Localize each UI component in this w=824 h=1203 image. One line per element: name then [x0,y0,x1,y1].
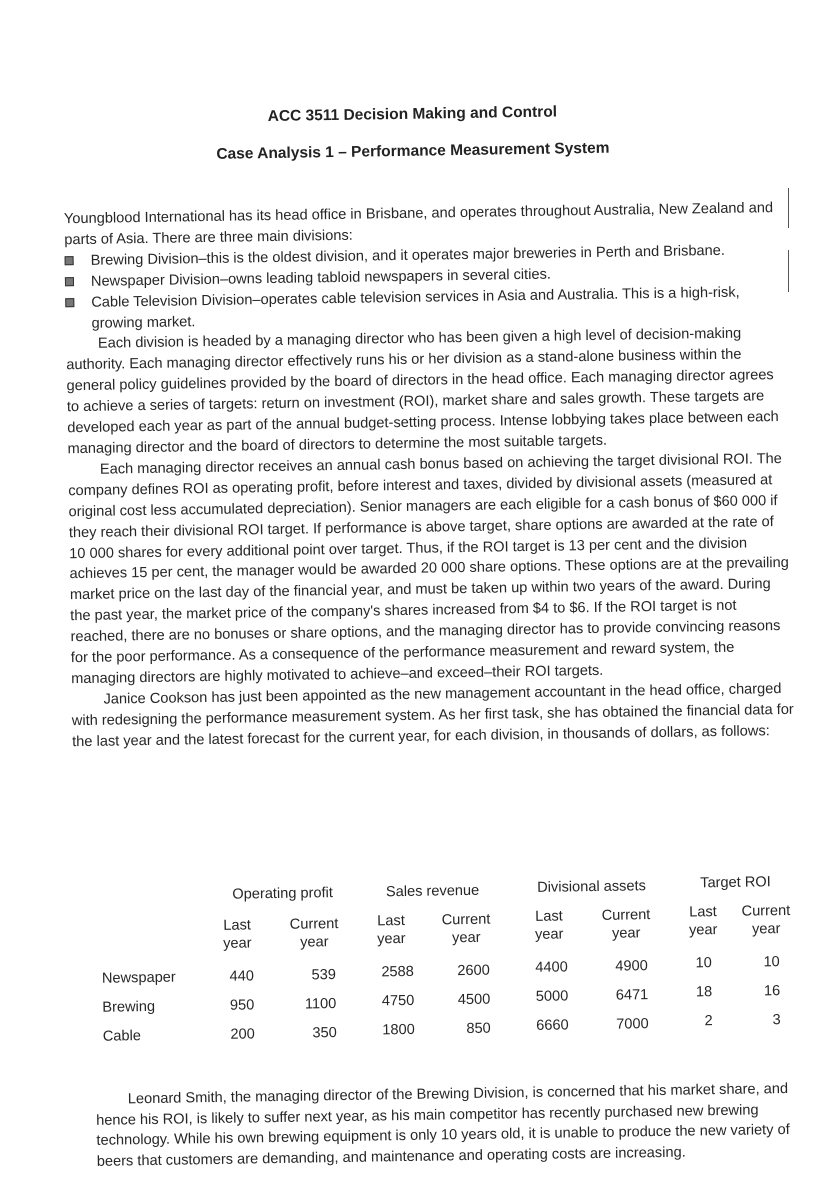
subheader-sales-current: Current year [441,911,491,947]
table-cell: 18 [695,984,713,1001]
scan-margin-line [788,188,789,228]
table-cell: 5000 [535,988,569,1005]
table-cell: 6660 [536,1017,569,1034]
paragraph-3: Janice Cookson has just been appointed as the new management accountant in the head office, charged with redesigning the performance measurement system. As her first task, she has obtained the financial data for the last year and the latest forecast for the current year, for each division, in thousands of dollars, as follows: [71,680,794,750]
checkbox-bullet-icon [65,277,74,286]
financial-data-table [100,873,820,1045]
table-cell: 3 [772,1012,781,1029]
table-cell: 16 [763,983,781,1000]
group-header-operating-profit: Operating profit [232,885,334,903]
table-cell: 10 [763,954,780,971]
subheader-assets-last: Last year [534,908,564,943]
row-label: Newspaper [101,969,176,987]
table-cell: 1100 [304,996,337,1013]
subheader-sales-last: Last year [376,912,406,948]
intro-paragraph: Youngblood International has its head office in Brisbane, and operates throughout Australia, New Zealand and parts of Asia. There are three main divisions: [63,200,774,249]
paragraph-2: Each managing director receives an annual cash bonus based on achieving the target divisional ROI. The company defines ROI as operating profit, before interest and taxes, divided by divisional assets (measured at original cost less accumulated depreciation). Senior managers are each eligible for a cash bonus of $60 000 if they reach their divisional ROI target. If performance is above target, share options are awarded at the rate of 10 000 shares for every additional point over target. Thus, if the ROI target is 13 per cent and the division achieves 15 per cent, the manager would be awarded 20 000 share options. These options are at the prevailing market price on the last day of the financial year, and must be taken up within two years of the award. During the past year, the market price of the company's shares increased from $4 to $6. If the ROI target is not reached, there are no bonuses or share options, and the managing director has to provide convincing reasons for the poor performance. As a consequence of the performance measurement and reward system, the managing directors are highly motivated to achieve–and exceed–their ROI targets. [68,450,789,688]
checkbox-bullet-icon [65,256,74,265]
course-title: ACC 3511 Decision Making and Control [267,103,558,126]
group-header-divisional-assets: Divisional assets [537,878,646,896]
closing-paragraph: Leonard Smith, the managing director of the Brewing Division, is concerned that his market share, and hence his ROI, is likely to suffer next year, as his main competitor has recently purchased new brewing technology. While his own brewing equipment is only 10 years old, it is unable to produce the new variety of beers that customers are demanding, and maintenance and operating costs are increasing. [96,1080,790,1171]
subheader-roi-current: Current year [741,902,791,938]
table-cell: 4500 [457,991,491,1009]
table-cell: 950 [229,997,255,1014]
table-cell: 4900 [615,958,648,975]
subheader-op-last: Last year [223,917,252,952]
row-label: Brewing [102,998,156,1016]
checkbox-bullet-icon [65,298,74,307]
scan-margin-line [788,250,789,292]
table-cell: 10 [695,955,712,972]
division-text: Brewing Division–this is the oldest division, and it operates major breweries in Perth and Brisbane. [90,242,726,269]
table-cell: 1800 [382,1021,415,1039]
subheader-op-current: Current year [289,916,339,951]
subheader-assets-current: Current year [601,907,651,942]
subheader-roi-last: Last year [688,904,718,939]
table-cell: 200 [230,1026,255,1043]
group-header-target-roi: Target ROI [700,874,771,892]
table-cell: 350 [312,1025,337,1042]
table-cell: 440 [229,968,255,985]
table-cell: 2600 [457,962,490,980]
paragraph-1: Each division is headed by a managing director who has been given a high level of decision-making authority. Each managing director effectively runs his or her division as a stand-alone business within the general policy guidelines provided by the board of directors in the head office. Each managing director agrees to achieve a series of targets: return on investment (ROI), market share and sales growth. These targets are developed each year as part of the annual budget-setting process. Intense lobbying takes place between each managing director and the board of directors to determine the most suitable targets. [66,326,779,458]
table-cell: 2588 [381,963,414,981]
table-cell: 6471 [615,987,649,1004]
divisions-list [64,240,787,335]
table-cell: 850 [466,1020,491,1038]
table-cell: 7000 [616,1016,649,1033]
row-label: Cable [102,1028,142,1045]
division-text: Cable Television Division–operates cable television services in Asia and Australia. This is a high-risk, growing market. [91,284,740,332]
division-text: Newspaper Division–owns leading tabloid newspapers in several cities. [90,266,551,290]
table-cell: 539 [311,967,337,984]
body-text [64,198,794,753]
table-cell: 2 [704,1013,713,1030]
group-header-sales-revenue: Sales revenue [385,882,480,901]
table-cell: 4750 [381,992,415,1010]
table-cell: 4400 [535,959,568,976]
case-title: Case Analysis 1 – Performance Measurement System [216,139,610,163]
